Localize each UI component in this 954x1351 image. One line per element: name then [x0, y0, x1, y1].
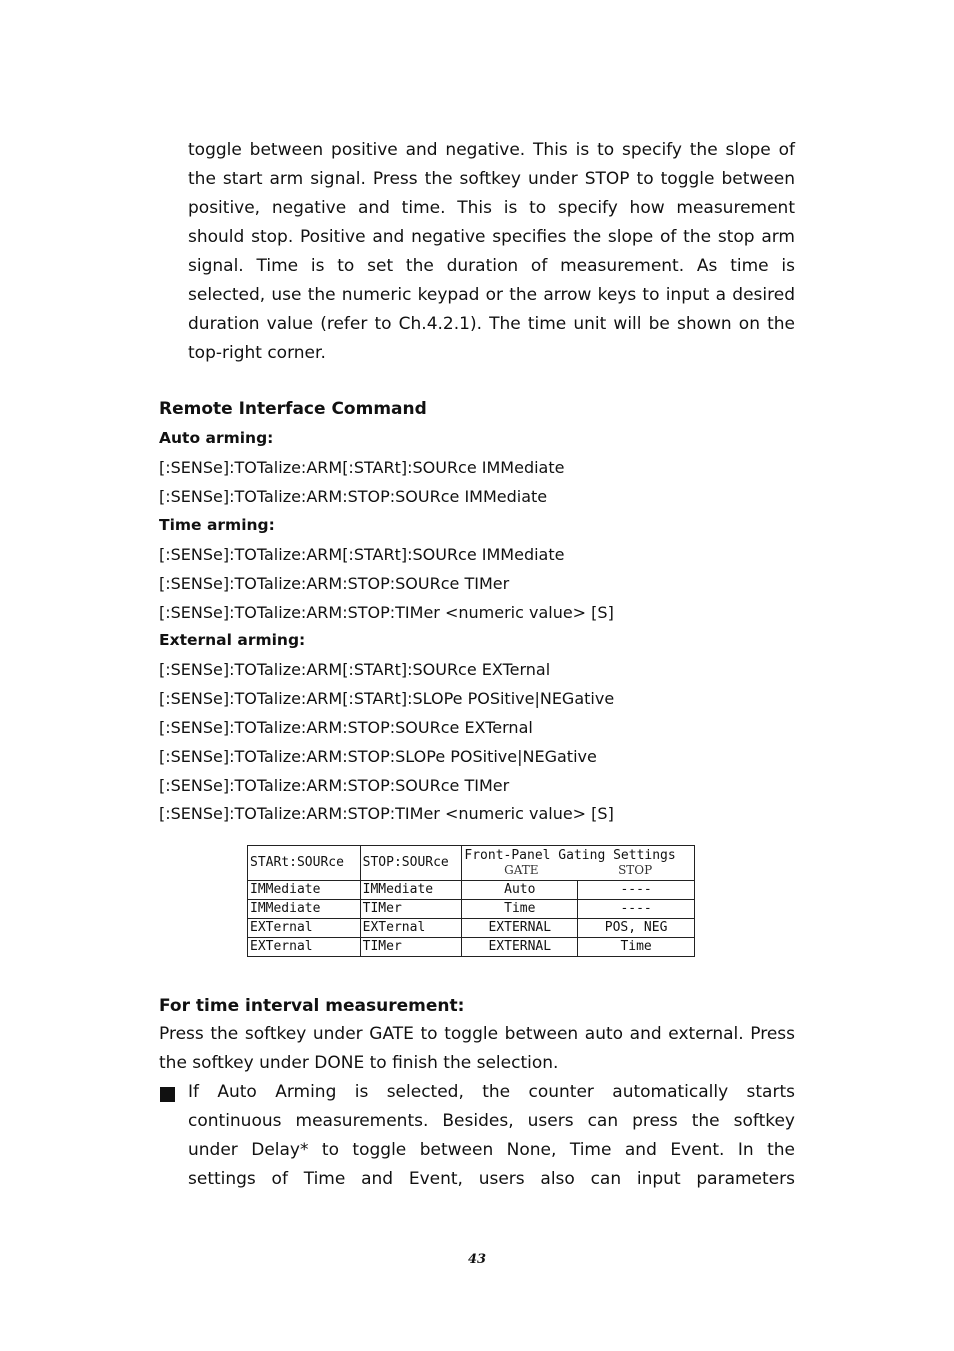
command-line: [:SENSe]:TOTalize:ARM[:STARt]:SOURce IMMediate: [159, 545, 565, 564]
table-row: [248, 900, 695, 919]
header-start-source: STARt:SOURce: [248, 846, 361, 881]
table-cell: Time: [578, 938, 695, 957]
command-line: [:SENSe]:TOTalize:ARM:STOP:SOURce EXTernal: [159, 718, 533, 737]
time-arming-label: Time arming:: [159, 516, 275, 534]
header-stop: STOP: [618, 863, 653, 877]
interval-line: the softkey under DONE to finish the selection.: [159, 1053, 559, 1073]
table-cell: TIMer: [360, 900, 462, 919]
bullet-square-icon: [160, 1087, 175, 1102]
intro-line: signal. Time is to set the duration of measurement. As time is: [188, 256, 795, 276]
bullet-paragraph: [188, 1078, 795, 1194]
interval-heading: For time interval measurement:: [159, 996, 465, 1016]
command-line: [:SENSe]:TOTalize:ARM[:STARt]:SOURce IMMediate: [159, 458, 565, 477]
table-header-row: [248, 846, 695, 881]
intro-line: the start arm signal. Press the softkey under STOP to toggle between: [188, 169, 795, 189]
table-cell: EXTernal: [248, 938, 361, 957]
table-cell: IMMediate: [248, 900, 361, 919]
intro-line: toggle between positive and negative. This is to specify the slope of: [188, 140, 795, 160]
table-row: [248, 919, 695, 938]
remote-heading: Remote Interface Command: [159, 399, 427, 419]
table-cell: EXTERNAL: [462, 919, 578, 938]
table-cell: EXTERNAL: [462, 938, 578, 957]
table-cell: IMMediate: [248, 881, 361, 900]
command-line: [:SENSe]:TOTalize:ARM:STOP:TIMer <numeric value> [S]: [159, 804, 614, 823]
interval-line: Press the softkey under GATE to toggle between auto and external. Press: [159, 1024, 795, 1044]
interval-paragraph: [159, 1020, 795, 1078]
table-row: [248, 881, 695, 900]
table-cell: EXTernal: [248, 919, 361, 938]
intro-line: should stop. Positive and negative specifies the slope of the stop arm: [188, 227, 795, 247]
external-arming-label: External arming:: [159, 631, 306, 649]
intro-line: selected, use the numeric keypad or the arrow keys to input a desired: [188, 285, 795, 305]
front-panel-title: Front-Panel Gating Settings: [464, 848, 676, 863]
table-cell: Auto: [462, 881, 578, 900]
bullet-line: If Auto Arming is selected, the counter automatically starts: [188, 1082, 795, 1102]
command-line: [:SENSe]:TOTalize:ARM[:STARt]:SOURce EXTernal: [159, 660, 551, 679]
bullet-line: settings of Time and Event, users also can input parameters: [188, 1169, 795, 1189]
command-line: [:SENSe]:TOTalize:ARM:STOP:SOURce TIMer: [159, 776, 510, 795]
command-line: [:SENSe]:TOTalize:ARM[:STARt]:SLOPe POSitive|NEGative: [159, 689, 615, 708]
command-line: [:SENSe]:TOTalize:ARM:STOP:TIMer <numeric value> [S]: [159, 603, 614, 622]
page-number: 43: [467, 1252, 487, 1267]
command-line: [:SENSe]:TOTalize:ARM:STOP:SLOPe POSitive|NEGative: [159, 747, 597, 766]
intro-line: top-right corner.: [188, 343, 326, 363]
table-cell: ----: [578, 900, 695, 919]
header-stop-source: STOP:SOURce: [360, 846, 462, 881]
header-gate: GATE: [504, 863, 539, 877]
bullet-line: under Delay* to toggle between None, Time and Event. In the: [188, 1140, 795, 1160]
intro-line: duration value (refer to Ch.4.2.1). The time unit will be shown on the: [188, 314, 795, 334]
command-line: [:SENSe]:TOTalize:ARM:STOP:SOURce TIMer: [159, 574, 510, 593]
bullet-line: continuous measurements. Besides, users can press the softkey: [188, 1111, 795, 1131]
intro-line: positive, negative and time. This is to specify how measurement: [188, 198, 795, 218]
table-cell: EXTernal: [360, 919, 462, 938]
table-cell: ----: [578, 881, 695, 900]
table-cell: Time: [462, 900, 578, 919]
gating-settings-table: [247, 845, 695, 957]
table-row: [248, 938, 695, 957]
table-cell: POS, NEG: [578, 919, 695, 938]
header-front-panel: [462, 846, 695, 881]
auto-arming-label: Auto arming:: [159, 429, 274, 447]
table-cell: TIMer: [360, 938, 462, 957]
table-cell: IMMediate: [360, 881, 462, 900]
command-line: [:SENSe]:TOTalize:ARM:STOP:SOURce IMMediate: [159, 487, 548, 506]
intro-paragraph: [188, 136, 795, 368]
